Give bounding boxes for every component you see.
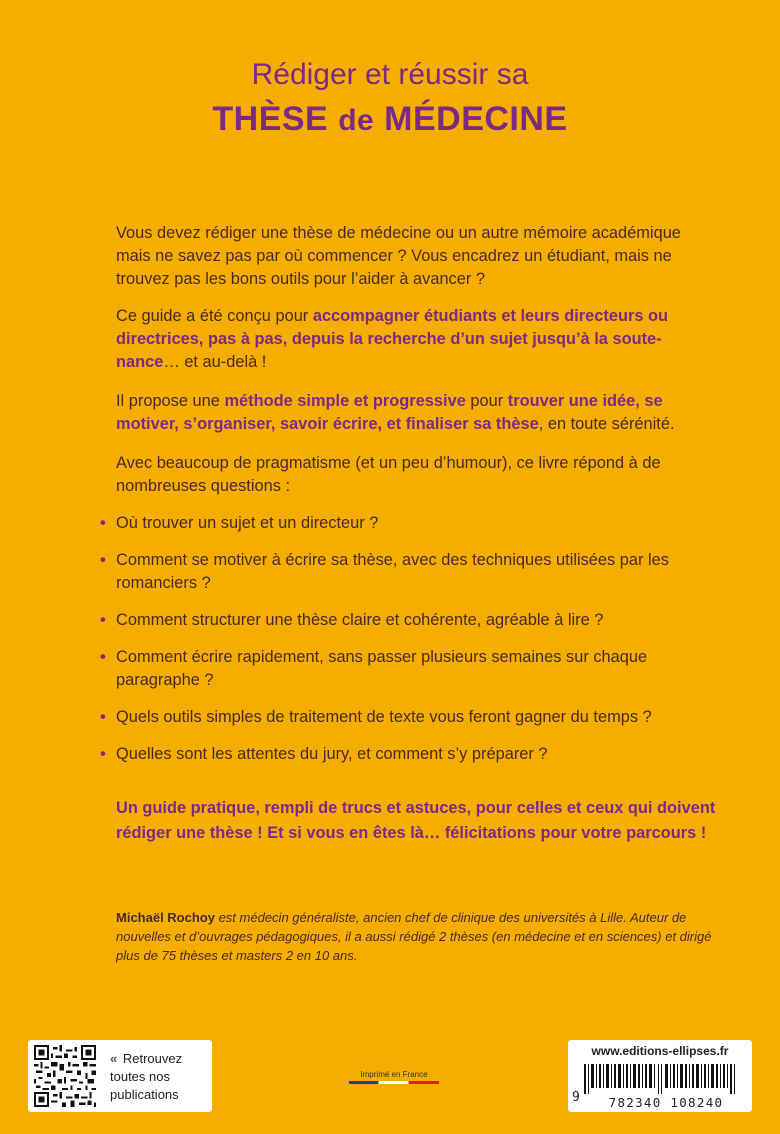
isbn-number: 782340 108240 (608, 1095, 724, 1110)
list-item: • Comment écrire rapidement, sans passer plusieurs semaines sur chaque paragraphe ? (100, 648, 648, 689)
list-item: • Quelles sont les attentes du jury, et comment s’y préparer ? (100, 743, 700, 766)
bullet-dot: • (100, 551, 106, 569)
title-medecine: MÉDECINE (374, 100, 568, 138)
qr-code-icon[interactable] (34, 1045, 96, 1107)
bullet-dot: • (100, 745, 106, 763)
method-paragraph (116, 390, 690, 436)
method-mid: pour (465, 392, 508, 410)
guide-post: … et au-delà ! (163, 353, 267, 371)
author-bio (116, 908, 716, 965)
bullet-dot: • (100, 514, 106, 532)
bullet-dot: • (100, 648, 106, 666)
author-name: Michaël Rochoy (116, 910, 215, 925)
title-de: de (338, 104, 375, 137)
barcode-icon (576, 1064, 744, 1094)
book-title-line2 (0, 100, 780, 139)
list-item: • Où trouver un sujet et un directeur ? (100, 512, 700, 535)
method-post: , en toute sérénité. (538, 415, 675, 433)
intro-paragraph: Vous devez rédiger une thèse de médecine ou un autre mémoire académique mais ne savez pas par où commencer ? Vous encadrez un étudiant, mais ne trouvez pas les bons outils pour l’aider à avancer ? (116, 224, 681, 288)
questions-list (100, 512, 700, 780)
guide-pre: Ce guide a été conçu pour (116, 307, 313, 325)
bullet-dot: • (100, 708, 106, 726)
book-title-line1: Rédiger et réussir sa (251, 58, 529, 91)
conclusion-text: Un guide pratique, rempli de trucs et astuces, pour celles et ceux qui doivent rédiger une thèse ! Et si vous en êtes là… félicitations pour votre parcours ! (116, 799, 716, 842)
qr-panel[interactable] (28, 1040, 212, 1112)
method-pre: Il propose une (116, 392, 225, 410)
qr-label-line2: toutes nos (110, 1069, 170, 1084)
chevron-left-icon: « (110, 1051, 118, 1066)
isbn-first-digit: 9 (572, 1090, 580, 1105)
qr-label (110, 1050, 208, 1104)
list-item: • Quels outils simples de traitement de texte vous feront gagner du temps ? (100, 706, 700, 729)
printed-in-france (348, 1070, 440, 1084)
french-flag-icon (349, 1081, 439, 1084)
qr-label-line1: Retrouvez (122, 1051, 183, 1066)
qr-label-line3: publications (110, 1087, 179, 1102)
method-highlight-2: trouver une idée, se motiver, s’organiser, savoir écrire, et finaliser sa thèse (116, 392, 663, 433)
title-these: THÈSE (212, 100, 339, 138)
list-item: • Comment se motiver à écrire sa thèse, avec des techniques utilisées par les romanciers ? (100, 551, 669, 592)
list-item: • Comment structurer une thèse claire et cohérente, agréable à lire ? (100, 609, 700, 632)
publisher-website[interactable]: www.editions-ellipses.fr (591, 1044, 729, 1058)
questions-intro: Avec beaucoup de pragmatisme (et un peu d’humour), ce livre répond à de nombreuses questions : (116, 454, 661, 495)
method-highlight-1: méthode simple et progressive (224, 392, 466, 410)
guide-paragraph (116, 305, 690, 374)
bullet-dot: • (100, 611, 106, 629)
printed-label: Imprimé en France (360, 1070, 428, 1079)
author-description: est médecin généraliste, ancien chef de clinique des universités à Lille. Auteur de nouvelles et d’ouvrages pédagogiques, il a aussi rédigé 2 thèses (en médecine et en sciences) et dirigé plus de 75 thèses et masters 2 en 10 ans. (116, 910, 712, 963)
guide-highlight: accompagner étudiants et leurs directeurs ou directrices, pas à pas, depuis la recherche d’un sujet jusqu’à la soute-nance (116, 307, 669, 371)
barcode-panel (568, 1040, 752, 1112)
